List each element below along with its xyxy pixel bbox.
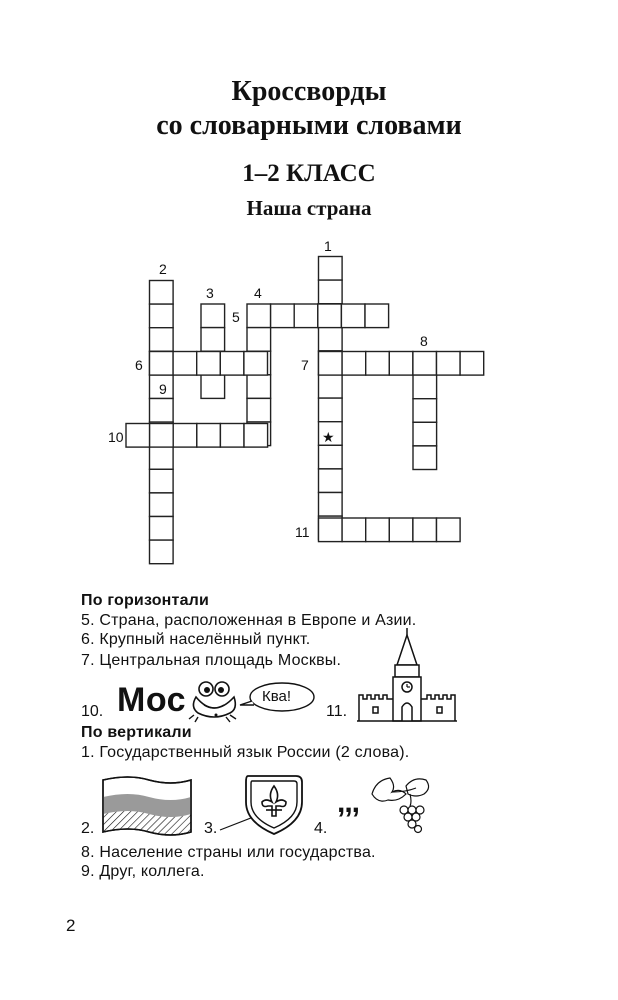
clue-11-number: 11.	[326, 703, 348, 720]
crossword-cell[interactable]	[342, 352, 366, 376]
clue-down-9: 9. Друг, коллега.	[81, 863, 205, 880]
crossword-cell[interactable]	[150, 517, 174, 541]
crossword-cell[interactable]	[150, 328, 174, 352]
crossword-cell[interactable]	[366, 352, 390, 376]
grade-heading: 1–2 КЛАСС	[242, 160, 376, 187]
crossword-cell[interactable]	[201, 375, 225, 399]
number-3: 3	[206, 285, 214, 301]
crossword-cell[interactable]	[319, 398, 343, 422]
crossword-cell[interactable]	[413, 518, 437, 542]
clue-across-7: 7. Центральная площадь Москвы.	[81, 652, 342, 669]
crossword-cell[interactable]	[150, 540, 174, 564]
crossword-cell[interactable]	[318, 304, 342, 328]
clue-2-number: 2.	[81, 820, 95, 837]
kremlin-tower-icon	[355, 627, 460, 723]
flag-icon	[99, 772, 195, 836]
crossword-cell[interactable]	[319, 257, 343, 281]
crossword-cell[interactable]	[150, 281, 174, 305]
crossword-cell[interactable]	[437, 518, 461, 542]
crossword-cell[interactable]	[220, 424, 244, 448]
crossword-cell[interactable]	[460, 352, 484, 376]
crossword-cell[interactable]	[150, 446, 174, 470]
clue-10-number: 10.	[81, 703, 104, 720]
crossword-cell[interactable]	[244, 424, 268, 448]
crossword-cell[interactable]	[413, 352, 437, 376]
number-6: 6	[135, 357, 143, 373]
crossword-cell[interactable]	[294, 304, 318, 328]
crossword-cell[interactable]	[150, 399, 174, 423]
crossword-cells	[126, 257, 484, 564]
clue-4-number: 4.	[314, 820, 328, 837]
star-marker: ★	[322, 429, 335, 445]
crossword-cell[interactable]	[319, 469, 343, 493]
crossword-cell[interactable]	[247, 304, 271, 328]
clue-10-word: Мос	[117, 681, 187, 719]
crossword-cell[interactable]	[150, 304, 174, 328]
number-5: 5	[232, 309, 240, 325]
crossword-cell[interactable]	[319, 445, 343, 469]
crossword-cell[interactable]	[173, 424, 197, 448]
crossword-cell[interactable]	[342, 518, 366, 542]
crossword-cell[interactable]	[389, 518, 413, 542]
crossword-cell[interactable]	[201, 328, 225, 352]
frog-icon	[186, 675, 326, 723]
topic-heading: Наша страна	[246, 196, 372, 220]
crossword-cell[interactable]	[201, 304, 225, 328]
crossword-cell[interactable]	[150, 493, 174, 517]
crossword-cell[interactable]	[247, 375, 271, 399]
crossword-cell[interactable]	[197, 424, 221, 448]
clue-3-number: 3.	[204, 820, 218, 837]
crossword-cell[interactable]	[413, 422, 437, 446]
clue-down-8: 8. Население страны или государства.	[81, 844, 376, 861]
crossword-cell[interactable]	[319, 327, 343, 351]
crossword-cell[interactable]	[247, 328, 271, 352]
crossword-cell[interactable]	[220, 352, 244, 376]
crossword-cell[interactable]	[366, 518, 390, 542]
crossword-cell[interactable]	[413, 375, 437, 399]
number-10: 10	[108, 429, 124, 445]
page-number: 2	[66, 916, 76, 935]
clue-across-6: 6. Крупный населённый пункт.	[81, 631, 311, 648]
crossword-cell[interactable]	[319, 352, 343, 376]
crossword-cell[interactable]	[150, 424, 174, 448]
clue-across-5: 5. Страна, расположенная в Европе и Азии.	[81, 612, 417, 629]
crossword-cell[interactable]	[341, 304, 365, 328]
crossword-cell[interactable]	[319, 518, 343, 542]
crossword-cell[interactable]	[413, 446, 437, 470]
number-11: 11	[295, 524, 310, 540]
crossword-cell[interactable]	[173, 352, 197, 376]
number-7: 7	[301, 357, 309, 373]
across-title: По горизонтали	[81, 592, 210, 609]
crossword-cell[interactable]	[271, 304, 295, 328]
crossword-cell[interactable]	[150, 469, 174, 493]
down-title: По вертикали	[81, 724, 192, 741]
number-1: 1	[324, 238, 332, 254]
crossword-cell[interactable]	[437, 352, 461, 376]
coat-of-arms-icon	[218, 770, 308, 838]
crossword-cell[interactable]	[197, 352, 221, 376]
crossword-cell[interactable]	[319, 280, 343, 304]
crossword-cell[interactable]	[413, 399, 437, 423]
clue-4-commas: ,,,	[337, 786, 360, 819]
crossword-cell[interactable]	[365, 304, 389, 328]
crossword-cell[interactable]	[247, 398, 271, 422]
crossword-cell[interactable]	[389, 352, 413, 376]
page-title: Кроссворды	[231, 76, 387, 107]
crossword-cell[interactable]	[150, 352, 174, 376]
number-9: 9	[159, 381, 167, 397]
crossword-cell[interactable]	[319, 375, 343, 399]
page-subtitle: со словарными словами	[156, 110, 462, 141]
crossword-cell[interactable]	[126, 424, 150, 448]
speech-bubble-text: Ква!	[262, 688, 292, 705]
grapes-icon	[366, 774, 438, 834]
number-2: 2	[159, 261, 167, 277]
number-4: 4	[254, 285, 262, 301]
crossword-cell[interactable]	[319, 493, 343, 517]
crossword-cell[interactable]	[244, 352, 268, 376]
clue-down-1: 1. Государственный язык России (2 слова).	[81, 744, 410, 761]
number-8: 8	[420, 333, 428, 349]
